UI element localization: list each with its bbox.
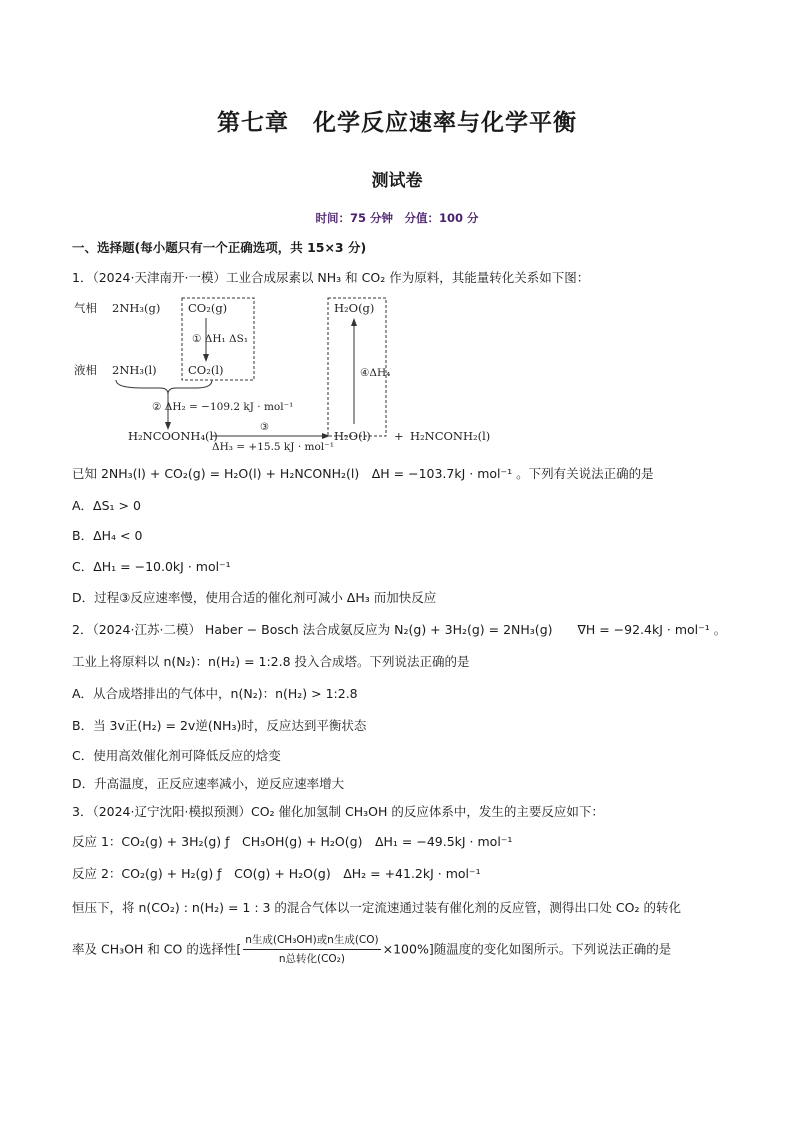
page-subtitle: 测试卷 (371, 171, 423, 191)
q1-option-a: A．ΔS₁ > 0 (72, 498, 141, 513)
q1-option-d: D．过程③反应速率慢，使用合适的催化剂可减小 ΔH₃ 而加快反应 (72, 590, 437, 605)
fraction-denominator: n总转化(CO₂) (278, 953, 345, 965)
q1-option-b: B．ΔH₄ < 0 (72, 528, 143, 543)
q3-stem: 3．（2024·辽宁沈阳·模拟预测）CO₂ 催化加氢制 CH₃OH 的反应体系中，发生的主要反应如下： (72, 804, 604, 819)
co2-gas: CO₂(g) (188, 301, 228, 315)
h2o-gas: H₂O(g) (334, 301, 375, 315)
q2-option-c: C．使用高效催化剂可降低反应的焓变 (72, 748, 281, 763)
nh3-gas: 2NH₃(g) (112, 301, 161, 315)
plus-sign: + (394, 429, 404, 443)
q3-selectivity-line (72, 932, 671, 967)
q1-option-c: C．ΔH₁ = −10.0kJ · mol⁻¹ (72, 559, 231, 574)
step4-label: ④ΔH₄ (360, 367, 391, 379)
exam-meta: 时间：75 分钟 分值：100 分 (315, 211, 479, 225)
q3-selectivity-prefix: 率及 CH₃OH 和 CO 的选择性[ (72, 941, 242, 957)
q1-stem: 1．（2024·天津南开·一模）工业合成尿素以 NH₃ 和 CO₂ 作为原料，其能量转化关系如下图： (72, 270, 590, 285)
q2-option-a: A．从合成塔排出的气体中，n(N₂)：n(H₂) > 1:2.8 (72, 686, 358, 701)
urea-liquid: H₂NCONH₂(l) (410, 429, 491, 443)
q3-conditions: 恒压下，将 n(CO₂) : n(H₂) = 1 : 3 的混合气体以一定流速通过装有催化剂的反应管，测得出口处 CO₂ 的转化 (72, 900, 681, 915)
q3-reaction-2: 反应 2：CO₂(g) + H₂(g) ƒ CO(g) + H₂O(g) ΔH₂ = +41.2kJ · mol⁻¹ (72, 866, 481, 881)
q2-option-b: B．当 3v正(H₂) = 2v逆(NH₃)时，反应达到平衡状态 (72, 718, 367, 733)
q2-stem-line1: 2．（2024·江苏·二模） Haber − Bosch 法合成氨反应为 N₂(g) + 3H₂(g) = 2NH₃(g) ∇H = −92.4kJ · mol⁻¹ 。 (72, 622, 727, 637)
gas-phase-label: 气相 (74, 301, 97, 315)
selectivity-fraction (243, 932, 380, 967)
liquid-phase-label: 液相 (74, 363, 97, 377)
section-heading: 一、选择题(每小题只有一个正确选项，共 15×3 分) (72, 240, 367, 255)
q3-selectivity-suffix: ×100%]随温度的变化如图所示。下列说法正确的是 (382, 941, 672, 957)
q2-stem-line2: 工业上将原料以 n(N₂)：n(H₂) = 1:2.8 投入合成塔。下列说法正确的是 (72, 654, 470, 669)
energy-diagram (72, 292, 512, 452)
combine-brace (116, 380, 212, 394)
co2-liquid: CO₂(l) (188, 363, 224, 377)
nh3-liquid: 2NH₃(l) (112, 363, 157, 377)
page-title: 第七章 化学反应速率与化学平衡 (217, 110, 577, 136)
h2o-liquid: H₂O(l) (334, 429, 371, 443)
q2-option-d: D．升高温度，正反应速率减小，逆反应速率增大 (72, 776, 345, 791)
step2-label: ② ΔH₂ = −109.2 kJ · mol⁻¹ (152, 401, 294, 413)
q1-known: 已知 2NH₃(l) + CO₂(g) = H₂O(l) + H₂NCONH₂(l) ΔH = −103.7kJ · mol⁻¹ 。下列有关说法正确的是 (72, 466, 654, 481)
carbamate: H₂NCOONH₄(l) (128, 429, 218, 443)
fraction-numerator: n生成(CH₃OH)或n生成(CO) (243, 932, 380, 950)
step3-number: ③ (260, 422, 269, 433)
step1-label: ① ΔH₁ ΔS₁ (192, 333, 249, 345)
q3-reaction-1: 反应 1：CO₂(g) + 3H₂(g) ƒ CH₃OH(g) + H₂O(g) ΔH₁ = −49.5kJ · mol⁻¹ (72, 834, 513, 849)
step3-label: ΔH₃ = +15.5 kJ · mol⁻¹ (212, 441, 334, 452)
